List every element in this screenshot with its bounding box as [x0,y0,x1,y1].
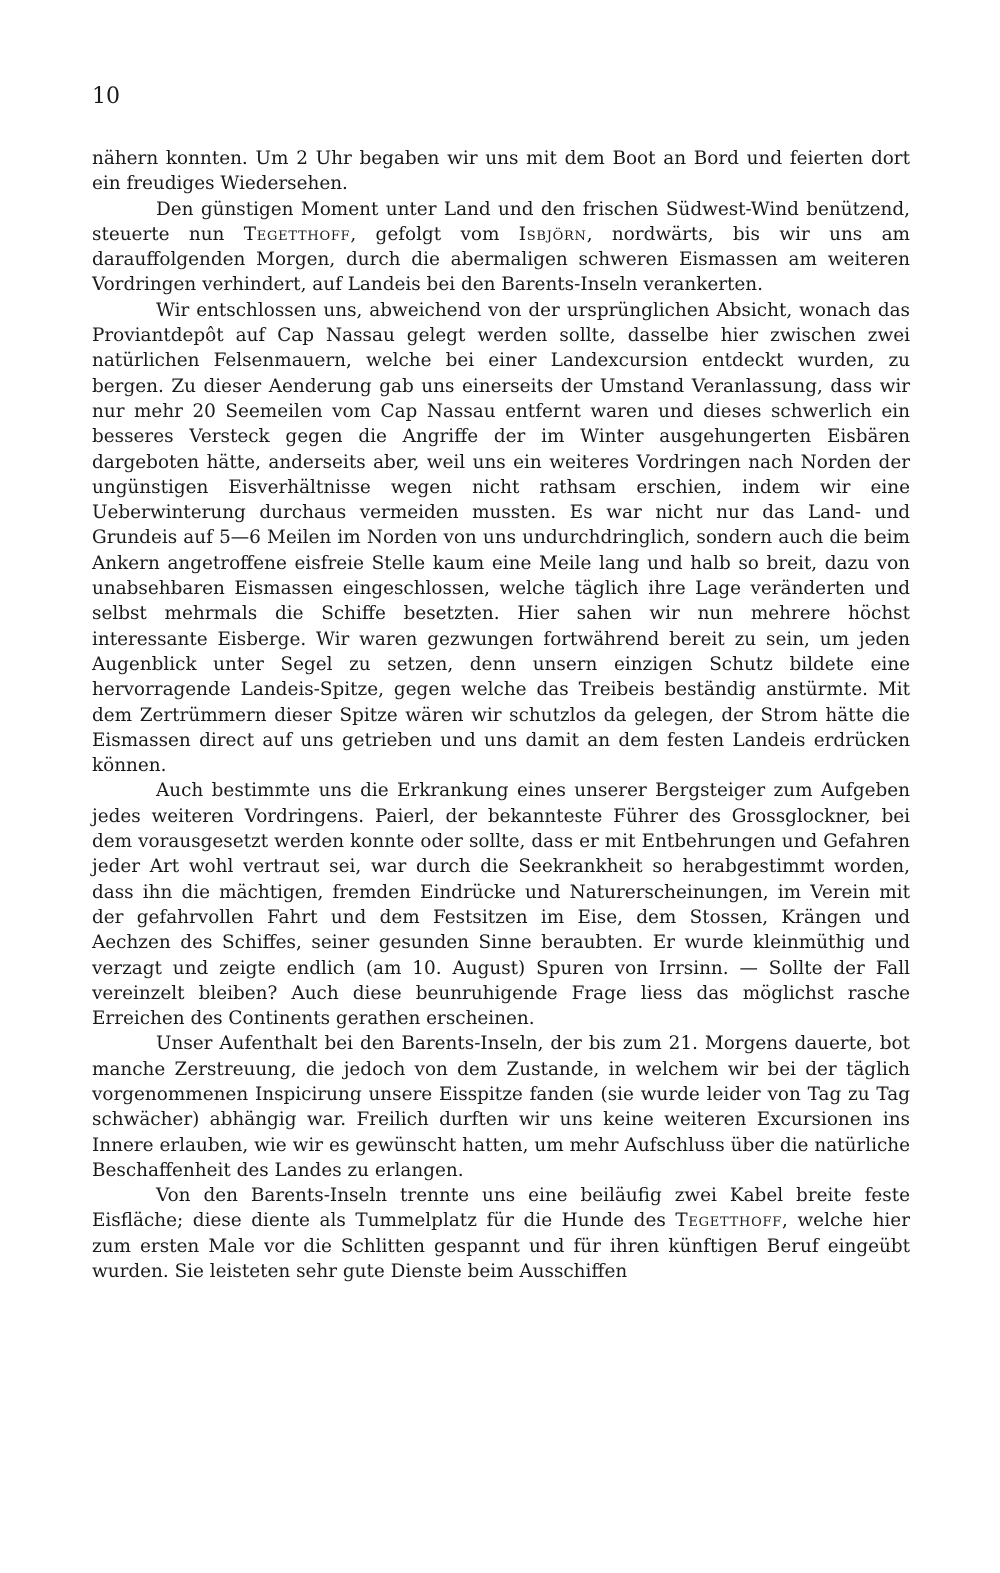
page-number: 10 [92,84,120,109]
paragraph [92,197,910,298]
ship-name: Isbjörn [518,223,587,245]
paragraph-text: , nordwärts, bis wir uns am darauffolgenden Morgen, durch die abermaligen schweren Eismassen am weiteren Vordringen verhindert, auf Landeis bei den Barents-Inseln verankerten. [92,223,910,296]
paragraph [92,298,910,779]
paragraph [92,1031,910,1183]
ship-name: Tegetthoff [243,223,351,245]
paragraph-text: nähern konnten. Um 2 Uhr begaben wir uns mit dem Boot an Bord und feierten dort ein freudiges Wiedersehen. [92,148,910,195]
paragraph [92,146,910,197]
paragraph-text: , gefolgt vom [350,223,519,245]
paragraph-text: Auch bestimmte uns die Erkrankung eines unserer Bergsteiger zum Aufgeben jedes weiteren Vordringens. Paierl, der bekannteste Führer des Grossglockner, bei dem vorausgesetzt werden konnte oder sollte, dass er mit Entbehrungen und Gefahren jeder Art wohl vertraut sei, war durch die Seekrankheit so herabgestimmt worden, dass ihn die mächtigen, fremden Eindrücke und Naturerscheinungen, im Verein mit der gefahrvollen Fahrt und dem Festsitzen im Eise, dem Stossen, Krängen und Aechzen des Schiffes, seiner gesunden Sinne beraubten. Er wurde kleinmüthig und verzagt und zeigte endlich (am 10. August) Spuren von Irrsinn. — Sollte der Fall vereinzelt bleiben? Auch diese beunruhigende Frage liess das möglichst rasche Erreichen des Continents gerathen erscheinen. [92,780,910,1030]
body-text [92,146,910,1284]
paragraph-text: Unser Aufenthalt bei den Barents-Inseln, der bis zum 21. Morgens dauerte, bot manche Zerstreuung, die jedoch von dem Zustande, in welchem wir bei der täglich vorgenommenen Inspicirung unsere Eisspitze fanden (sie wurde leider von Tag zu Tag schwächer) abhängig war. Freilich durften wir uns keine weiteren Excursionen ins Innere erlauben, wie wir es gewünscht hatten, um mehr Aufschluss über die natürliche Beschaffenheit des Landes zu erlangen. [92,1033,910,1181]
paragraph [92,1183,910,1284]
paragraph-text: Wir entschlossen uns, abweichend von der ursprünglichen Absicht, wonach das Proviantdepôt auf Cap Nassau gelegt werden sollte, dasselbe hier zwischen zwei natürlichen Felsenmauern, welche bei einer Landexcursion entdeckt wurden, zu bergen. Zu dieser Aenderung gab uns einerseits der Umstand Veranlassung, dass wir nur mehr 20 Seemeilen vom Cap Nassau entfernt waren und dieses schwerlich ein besseres Versteck gegen die Angriffe der im Winter ausgehungerten Eisbären dargeboten hätte, anderseits aber, weil uns ein weiteres Vordringen nach Norden der ungünstigen Eisverhältnisse wegen nicht rathsam erschien, indem wir eine Ueberwinterung durchaus vermeiden mussten. Es war nicht nur das Land- und Grundeis auf 5—6 Meilen im Norden von uns undurchdringlich, sondern auch die beim Ankern angetroffene eisfreie Stelle kaum eine Meile lang und halb so breit, dazu von unabsehbaren Eismassen eingeschlossen, welche täglich ihre Lage veränderten und selbst mehrmals die Schiffe besetzten. Hier sahen wir nun mehrere höchst interessante Eisberge. Wir waren gezwungen fortwährend bereit zu sein, um jeden Augenblick unter Segel zu setzen, denn unsern einzigen Schutz bildete eine hervorragende Landeis-Spitze, gegen welche das Treibeis beständig anstürmte. Mit dem Zertrümmern dieser Spitze wären wir schutzlos da gelegen, der Strom hätte die Eismassen direct auf uns getrieben und uns damit an dem festen Landeis erdrücken können. [92,299,910,777]
paragraph-text: Den günstigen Moment unter Land und den frischen Südwest-Wind benützend, steuerte nun [92,198,910,245]
paragraph-text: Von den Barents-Inseln trennte uns eine beiläufig zwei Kabel breite feste Eisfläche; diese diente als Tummelplatz für die Hunde des [92,1185,910,1232]
paragraph [92,778,910,1031]
paragraph-text: , welche hier zum ersten Male vor die Schlitten gespannt und für ihren künftigen Beruf eingeübt wurden. Sie leisteten sehr gute Dienste beim Ausschiffen [92,1210,910,1283]
ship-name: Tegetthoff [675,1210,782,1232]
